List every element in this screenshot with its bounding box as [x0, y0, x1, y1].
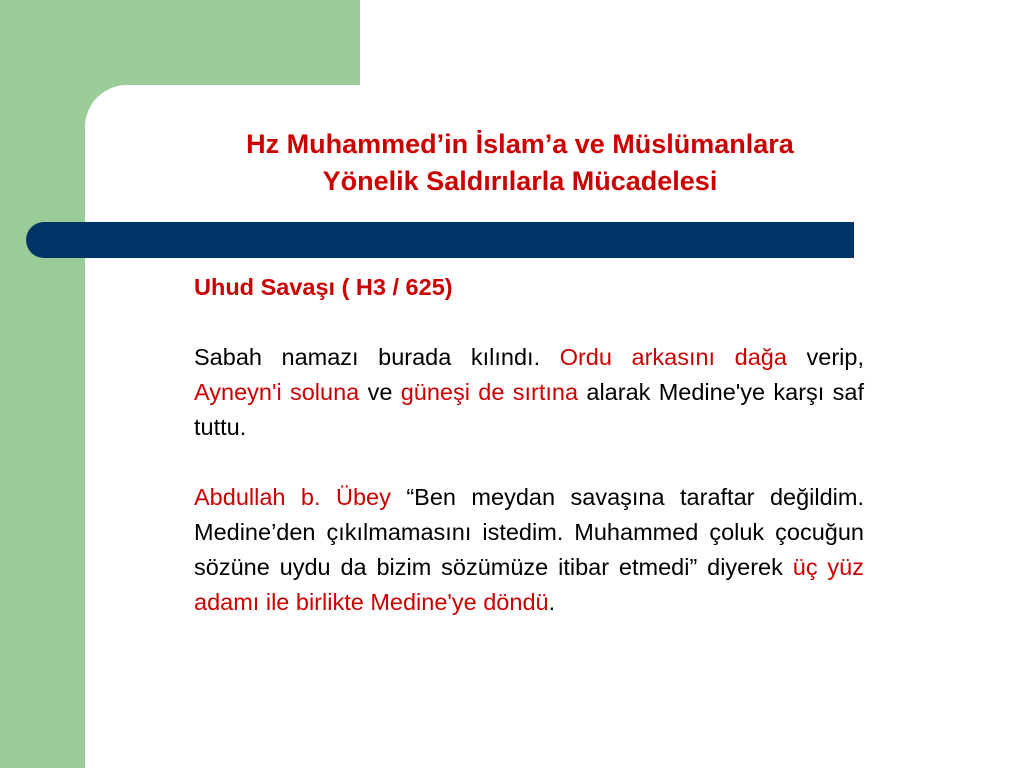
paragraph-2-text-2: . — [548, 589, 556, 615]
paragraph-1-highlight-3: güneşi de sırtına — [400, 379, 579, 405]
slide-title-line1: Hz Muhammed’in İslam’a ve Müslümanlara — [246, 129, 794, 159]
slide-title-line2: Yönelik Saldırılarla Mücadelesi — [322, 166, 718, 196]
section-subheading: Uhud Savaşı ( H3 / 625) — [194, 274, 453, 300]
slide-title — [160, 126, 880, 200]
paragraph-1-highlight-2: Ayneyn'i soluna — [194, 379, 360, 405]
paragraph-1-text-4: alarak Medine'ye karşı saf tuttu. — [194, 379, 865, 440]
paragraph-2-highlight-1: Abdullah b. Übey — [194, 484, 391, 510]
paragraph-1-text-2: verip, — [786, 344, 864, 370]
paragraph-1-highlight-1: Ordu arkasını dağa — [559, 344, 787, 370]
paragraph-1 — [194, 340, 864, 445]
slide-content — [194, 270, 864, 655]
paragraph-2-text-1: “Ben meydan savaşına taraftar değildim. Medine’den çıkılmamasını istedim. Muhammed çoluk çocuğun sözüne uydu da bizim sözümüze itibar etmedi” diyerek — [194, 484, 864, 580]
title-divider-bar — [26, 222, 854, 258]
paragraph-1-text-1: Sabah namazı burada kılındı. — [194, 344, 560, 370]
paragraph-2 — [194, 480, 864, 620]
paragraph-1-text-3: ve — [359, 379, 401, 405]
paragraph-2-highlight-2: üç yüz adamı ile birlikte Medine'ye döndü — [194, 554, 864, 615]
